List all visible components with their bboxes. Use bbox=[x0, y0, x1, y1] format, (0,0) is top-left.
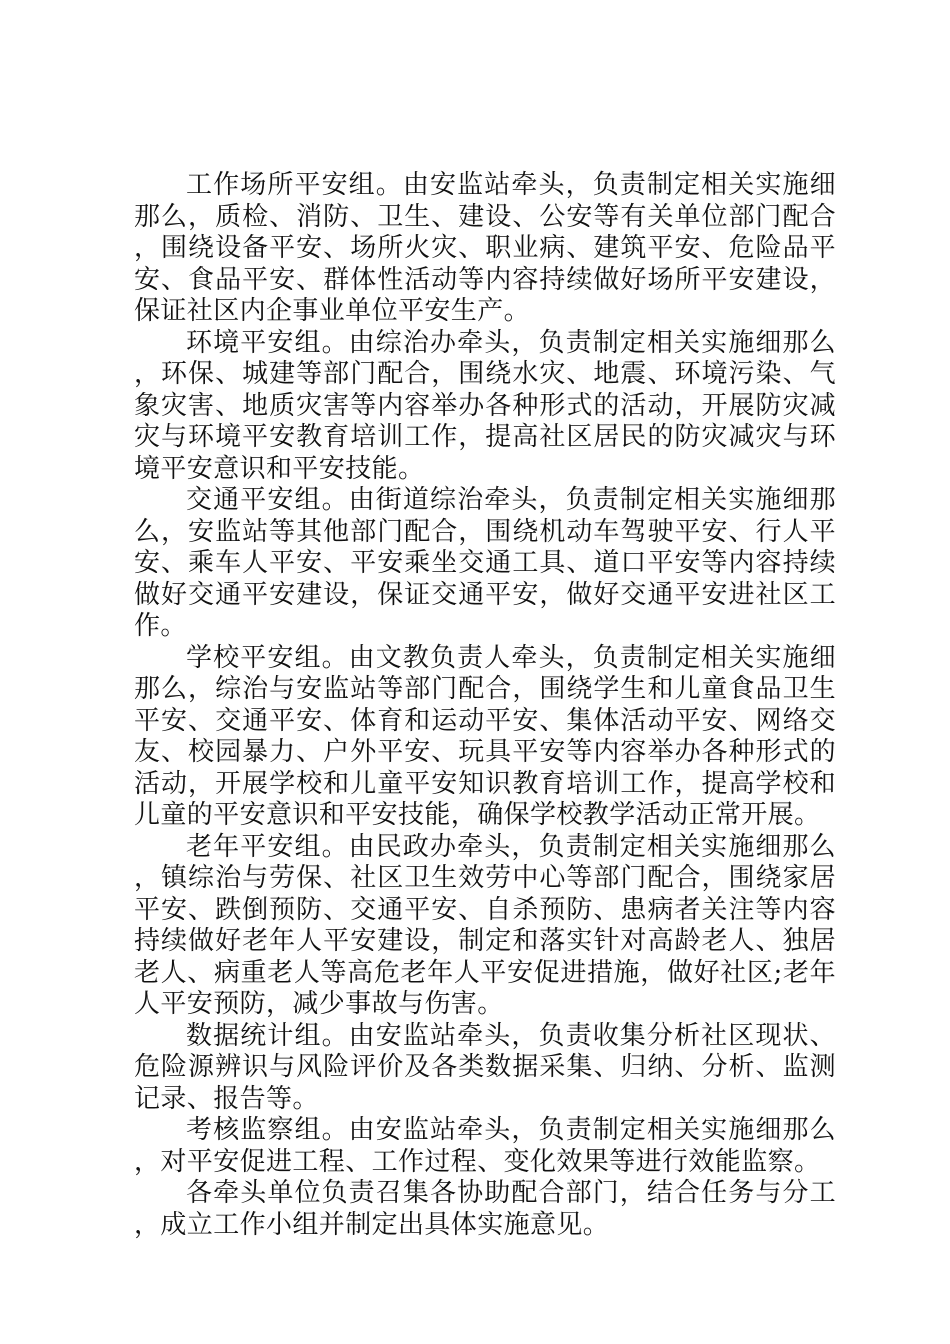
paragraph-traffic-safety-group: 交通平安组。由街道综治牵头，负责制定相关实施细那么，安监站等其他部门配合，围绕机动车驾驶平安、行人平安、乘车人平安、平安乘坐交通工具、道口平安等内容持续做好交通平安建设，保证交通平安，做好交通平安进社区工作。 bbox=[134, 485, 836, 641]
document-body bbox=[134, 170, 836, 1241]
paragraph-lead-units-summary: 各牵头单位负责召集各协助配合部门，结合任务与分工，成立工作小组并制定出具体实施意见。 bbox=[134, 1178, 836, 1240]
paragraph-environment-safety-group: 环境平安组。由综治办牵头，负责制定相关实施细那么，环保、城建等部门配合，围绕水灾、地震、环境污染、气象灾害、地质灾害等内容举办各种形式的活动，开展防灾减灾与环境平安教育培训工作，提高社区居民的防灾减灾与环境平安意识和平安技能。 bbox=[134, 327, 836, 484]
paragraph-assessment-supervision-group: 考核监察组。由安监站牵头，负责制定相关实施细那么，对平安促进工程、工作过程、变化效果等进行效能监察。 bbox=[134, 1115, 836, 1177]
paragraph-workplace-safety-group: 工作场所平安组。由安监站牵头，负责制定相关实施细那么，质检、消防、卫生、建设、公安等有关单位部门配合，围绕设备平安、场所火灾、职业病、建筑平安、危险品平安、食品平安、群体性活动等内容持续做好场所平安建设，保证社区内企事业单位平安生产。 bbox=[134, 170, 836, 326]
paragraph-data-statistics-group: 数据统计组。由安监站牵头，负责收集分析社区现状、危险源辨识与风险评价及各类数据采集、归纳、分析、监测记录、报告等。 bbox=[134, 1020, 836, 1114]
paragraph-school-safety-group: 学校平安组。由文教负责人牵头，负责制定相关实施细那么，综治与安监站等部门配合，围绕学生和儿童食品卫生平安、交通平安、体育和运动平安、集体活动平安、网络交友、校园暴力、户外平安、玩具平安等内容举办各种形式的活动，开展学校和儿童平安知识教育培训工作，提高学校和儿童的平安意识和平安技能，确保学校教学活动正常开展。 bbox=[134, 642, 836, 830]
paragraph-elderly-safety-group: 老年平安组。由民政办牵头，负责制定相关实施细那么，镇综治与劳保、社区卫生效劳中心等部门配合，围绕家居平安、跌倒预防、交通平安、自杀预防、患病者关注等内容持续做好老年人平安建设，制定和落实针对高龄老人、独居老人、病重老人等高危老年人平安促进措施，做好社区;老年人平安预防，减少事故与伤害。 bbox=[134, 831, 836, 1019]
